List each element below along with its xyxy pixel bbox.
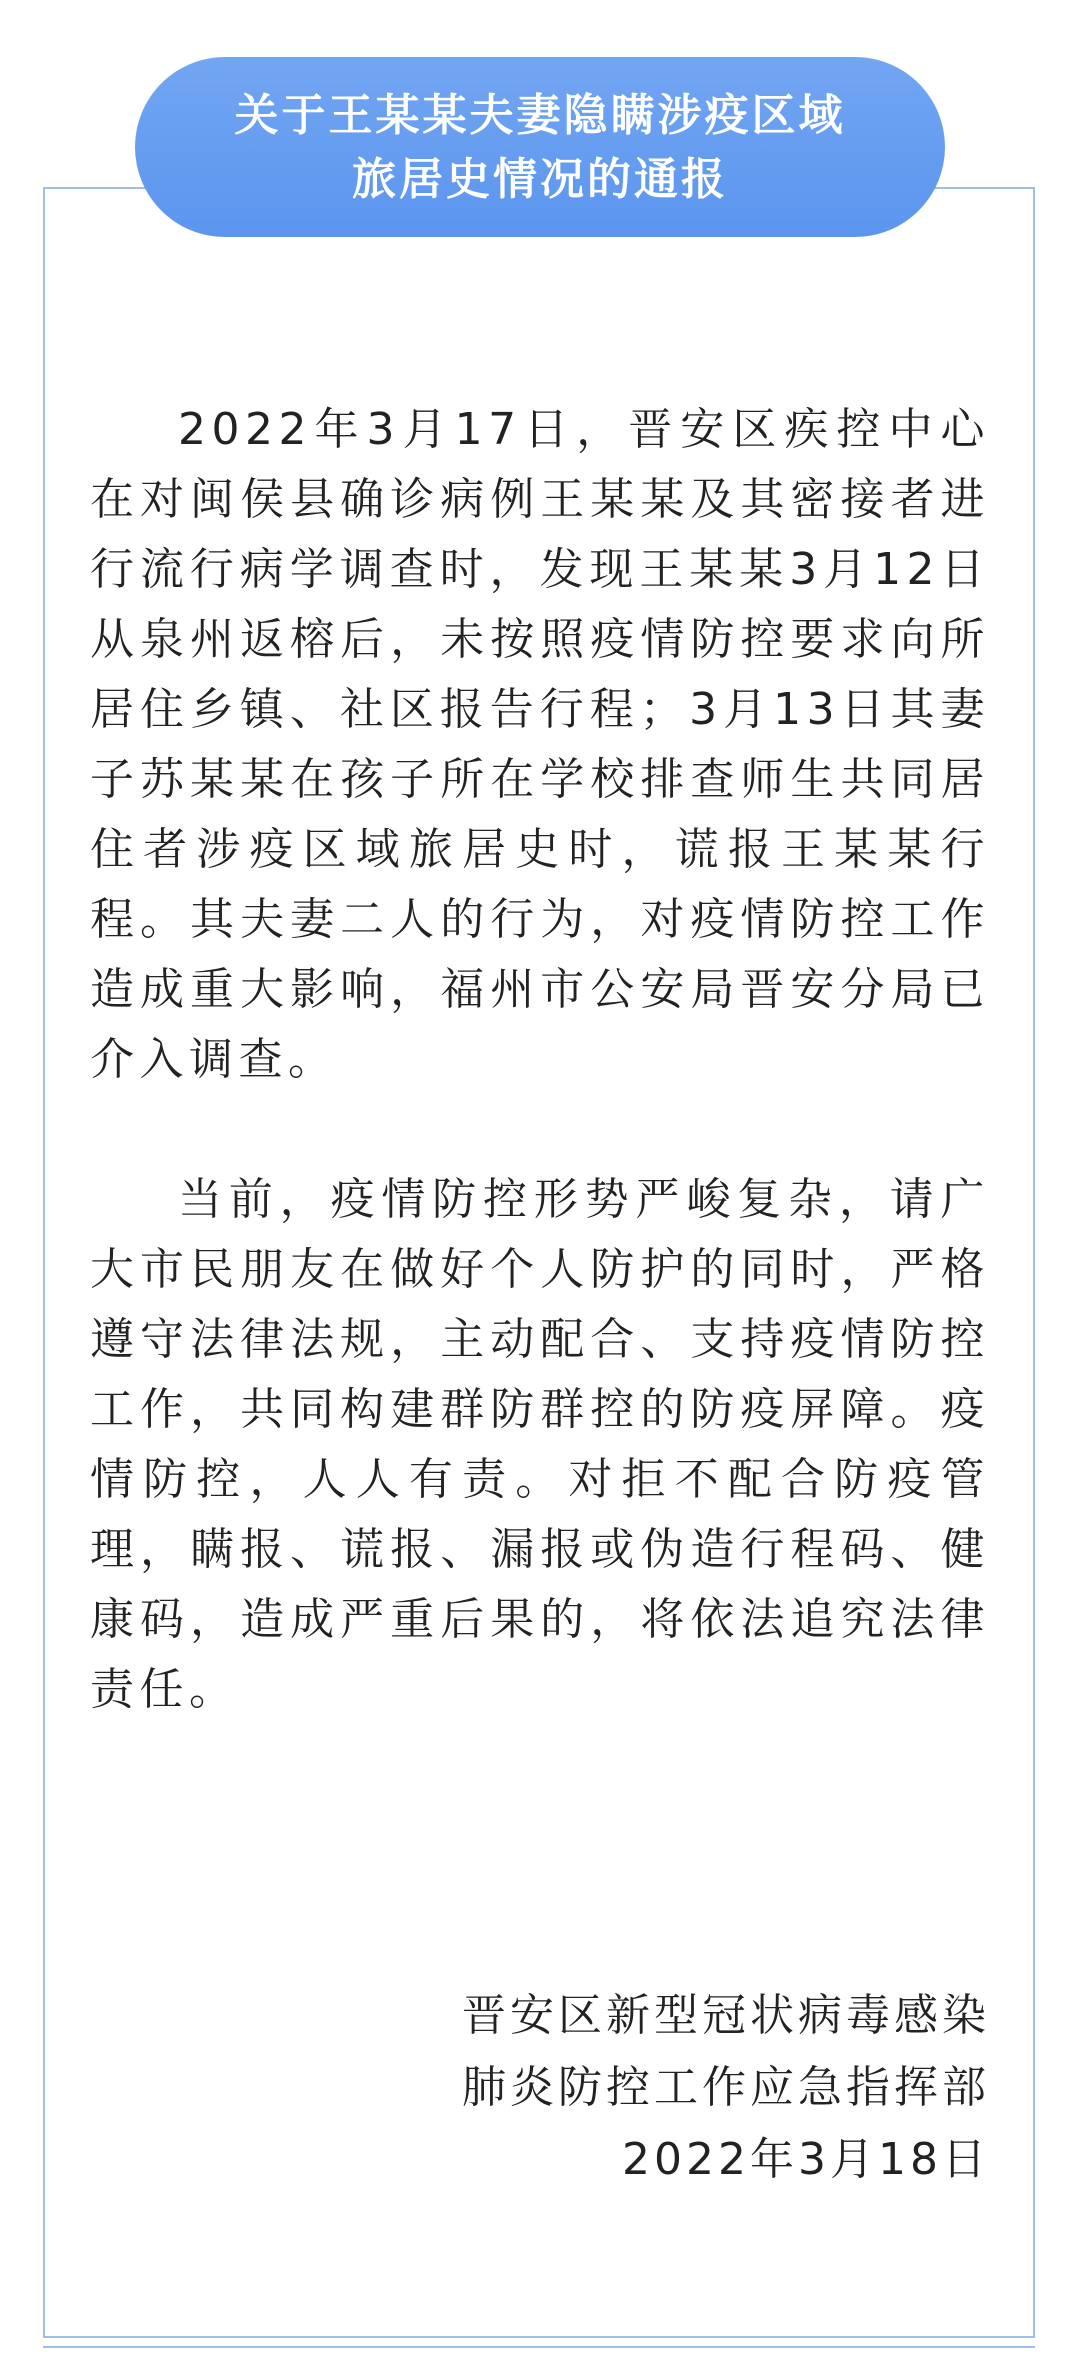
frame-bottom-line-secondary xyxy=(43,2346,1035,2348)
title-banner xyxy=(135,57,945,237)
signature-block xyxy=(462,1980,990,2196)
paragraph-1: 2022年3月17日，晋安区疾控中心在对闽侯县确诊病例王某某及其密接者进行流行病学调查时，发现王某某3月12日从泉州返榕后，未按照疫情防控要求向所居住乡镇、社区报告行程；3月13日其妻子苏某某在孩子所在学校排查师生共同居住者涉疫区域旅居史时，谎报王某某行程。其夫妻二人的行为，对疫情防控工作造成重大影响，福州市公安局晋安分局已介入调查。 xyxy=(90,404,990,1085)
title-line-1: 关于王某某夫妻隐瞒涉疫区域 xyxy=(234,90,846,141)
signature-org-line-1: 晋安区新型冠状病毒感染 xyxy=(462,1990,990,2041)
paragraph-2: 当前，疫情防控形势严峻复杂，请广大市民朋友在做好个人防护的同时，严格遵守法律法规，主动配合、支持疫情防控工作，共同构建群防群控的防疫屏障。疫情防控，人人有责。对拒不配合防疫管理，瞒报、谎报、漏报或伪造行程码、健康码，造成严重后果的，将依法追究法律责任。 xyxy=(90,1174,990,1715)
title-line-2: 旅居史情况的通报 xyxy=(352,154,728,205)
signature-org-line-2: 肺炎防控工作应急指挥部 xyxy=(462,2062,990,2113)
frame-bottom-line xyxy=(43,2336,1035,2338)
notice-body xyxy=(90,395,990,1725)
signature-date: 2022年3月18日 xyxy=(622,2134,990,2185)
